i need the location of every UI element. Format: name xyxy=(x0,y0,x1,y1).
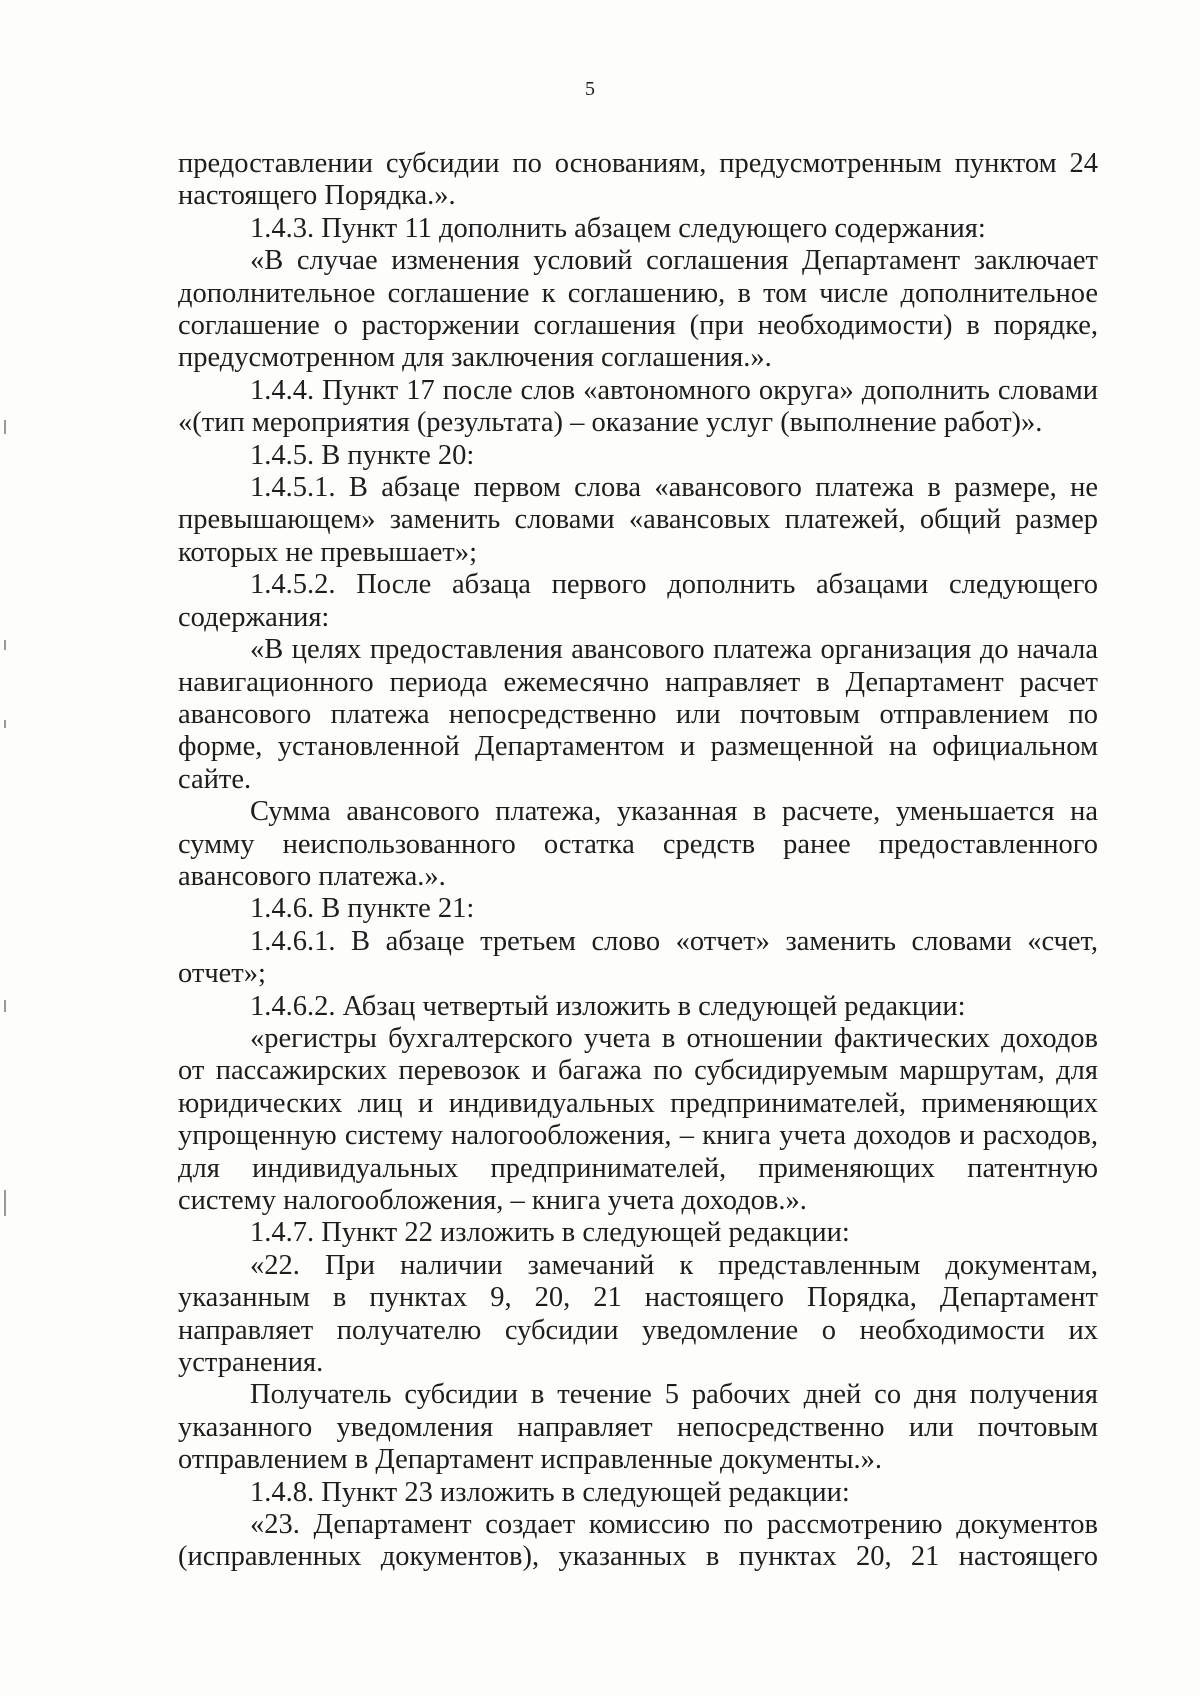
paragraph: 1.4.5. В пункте 20: xyxy=(250,439,475,471)
scan-edge-marks xyxy=(4,0,10,1696)
paragraph: предоставлении субсидии по основаниям, предусмотренным пунктом 24 настоящего Порядка.». xyxy=(178,148,1098,212)
paragraph: 1.4.6.2. Абзац четвертый изложить в следующей редакции: xyxy=(250,990,966,1022)
page-number: 5 xyxy=(585,78,595,100)
paragraph: 1.4.6. В пункте 21: xyxy=(250,893,475,925)
paragraph: «23. Департамент создает комиссию по рассмотрению документов (исправленных документов), указанных в пунктах 20, 21 настоящего xyxy=(178,1509,1098,1573)
paragraph: 1.4.5.2. После абзаца первого дополнить абзацами следующего содержания: xyxy=(178,569,1098,633)
paragraph: 1.4.6.1. В абзаце третьем слово «отчет» заменить словами «счет, отчет»; xyxy=(178,925,1098,990)
paragraph: 1.4.5.1. В абзаце первом слова «авансового платежа в размере, не превышающем» заменить словами «авансовых платежей, общий размер которых не превышает»; xyxy=(178,472,1098,568)
paragraph: «22. При наличии замечаний к представленным документам, указанным в пунктах 9, 20, 21 настоящего Порядка, Департамент направляет получателю субсидии уведомление о необходимости их устранения. xyxy=(178,1249,1098,1379)
paragraph: Получатель субсидии в течение 5 рабочих дней со дня получения указанного уведомления направляет непосредственно или почтовым отправлением в Департамент исправленные документы.». xyxy=(178,1379,1098,1476)
paragraph: 1.4.7. Пункт 22 изложить в следующей редакции: xyxy=(250,1217,850,1249)
paragraph: «В случае изменения условий соглашения Департамент заключает дополнительное соглашение к соглашению, в том числе дополнительное соглашение о расторжении соглашения (при необходимости) в порядке, предусмотренном для заключения соглашения.». xyxy=(178,245,1098,374)
document-body xyxy=(178,148,1098,1574)
paragraph: 1.4.4. Пункт 17 после слов «автономного округа» дополнить словами «(тип мероприятия (результата) – оказание услуг (выполнение работ)». xyxy=(178,374,1098,439)
paragraph: «В целях предоставления авансового платежа организация до начала навигационного периода ежемесячно направляет в Департамент расчет авансового платежа непосредственно или почтовым отправлением по форме, установленной Департаментом и размещенной на официальном сайте. xyxy=(178,634,1098,795)
paragraph: «регистры бухгалтерского учета в отношении фактических доходов от пассажирских перевозок и багажа по субсидируемым маршрутам, для юридических лиц и индивидуальных предпринимателей, применяющих упрощенную систему налогообложения, – книга учета доходов и расходов, для индивидуальных предпринимателей, применяющих патентную систему налогообложения, – книга учета доходов.». xyxy=(178,1022,1098,1216)
paragraph: 1.4.3. Пункт 11 дополнить абзацем следующего содержания: xyxy=(250,212,986,244)
paragraph: 1.4.8. Пункт 23 изложить в следующей редакции: xyxy=(250,1476,850,1508)
paragraph: Сумма авансового платежа, указанная в расчете, уменьшается на сумму неиспользованного остатка средств ранее предоставленного авансового платежа.». xyxy=(178,796,1098,892)
